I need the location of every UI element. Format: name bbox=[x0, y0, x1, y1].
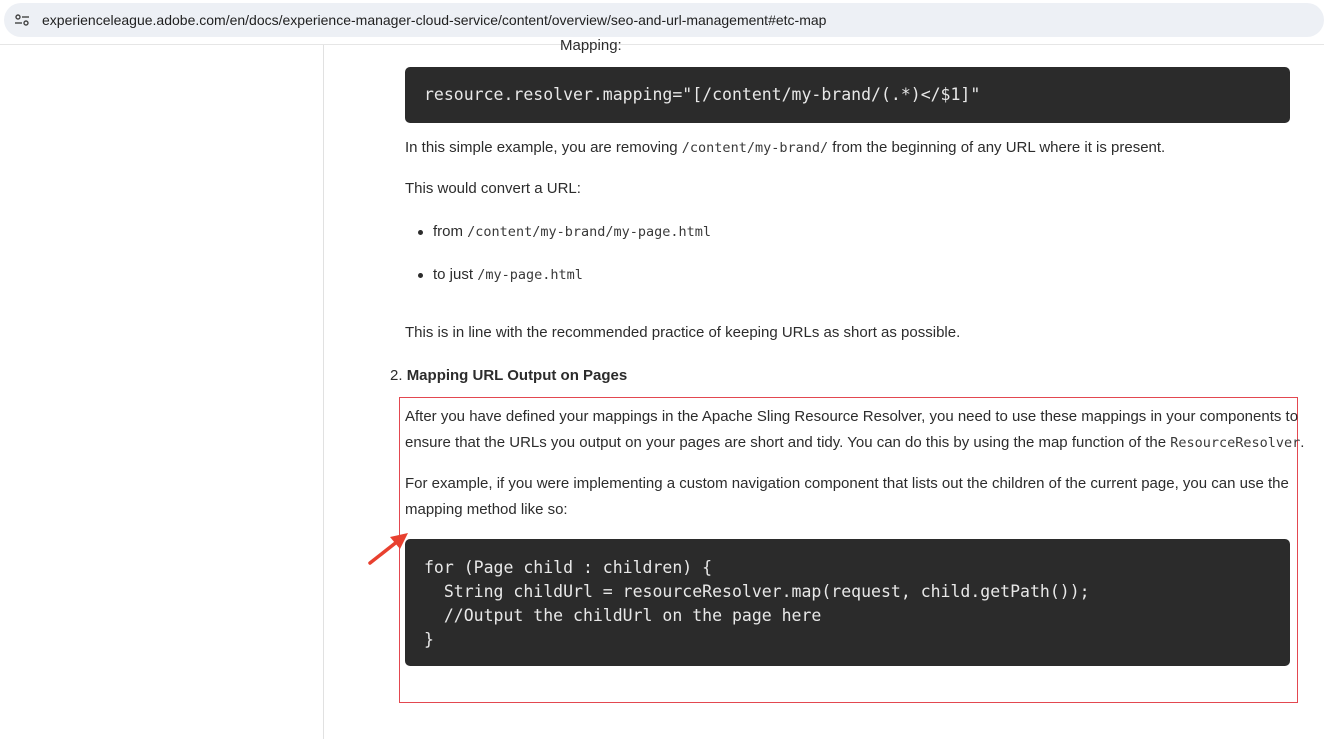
step-2-heading bbox=[390, 363, 627, 389]
site-settings-icon[interactable] bbox=[14, 14, 30, 26]
paragraph-example-after: from the beginning of any URL where it is present. bbox=[828, 139, 1166, 156]
article-content bbox=[0, 37, 1324, 739]
code-block-mapping: resource.resolver.mapping="[/content/my-brand/(.*)</$1]" bbox=[405, 67, 1290, 123]
inline-code-content-path: /content/my-brand/ bbox=[681, 140, 829, 156]
code-block-loop: for (Page child : children) { String childUrl = resourceResolver.map(request, child.getPath()); //Output the childUrl on the page here } bbox=[405, 539, 1290, 666]
paragraph-defined-line-1: After you have defined your mappings in the Apache Sling Resource Resolver, you need to use these mappings in your components to bbox=[405, 408, 1299, 425]
url-text[interactable]: experienceleague.adobe.com/en/docs/experience-manager-cloud-service/content/overview/seo-and-url-management#etc-map bbox=[42, 12, 827, 28]
clipped-heading: Mapping: bbox=[560, 37, 622, 54]
paragraph-example bbox=[405, 135, 1165, 161]
paragraph-inline: This is in line with the recommended practice of keeping URLs as short as possible. bbox=[405, 324, 961, 341]
inline-code-to-url: /my-page.html bbox=[477, 267, 583, 283]
step-title: Mapping URL Output on Pages bbox=[406, 367, 628, 384]
url-field[interactable] bbox=[4, 3, 1324, 37]
list-item-to bbox=[433, 262, 583, 288]
paragraph-defined-end: . bbox=[1300, 434, 1305, 451]
paragraph-forexample-line-1: For example, if you were implementing a custom navigation component that lists out the children of the current page, you can use the bbox=[405, 475, 1289, 492]
paragraph-defined-line-2 bbox=[405, 430, 1304, 456]
list-item-prefix: to just bbox=[433, 266, 478, 283]
annotation-arrow-icon bbox=[364, 527, 412, 569]
list-item-from bbox=[433, 219, 711, 245]
paragraph-defined-text: ensure that the URLs you output on your pages are short and tidy. You can do this by using the map function of the bbox=[405, 434, 1171, 451]
inline-code-from-url: /content/my-brand/my-page.html bbox=[467, 224, 712, 240]
step-number: 2. bbox=[390, 367, 403, 384]
paragraph-convert: This would convert a URL: bbox=[405, 180, 581, 197]
inline-code-resourceresolver: ResourceResolver bbox=[1170, 435, 1301, 451]
paragraph-example-before: In this simple example, you are removing bbox=[405, 139, 682, 156]
bullet-marker bbox=[418, 273, 423, 278]
paragraph-forexample-line-2: mapping method like so: bbox=[405, 501, 568, 518]
bullet-marker bbox=[418, 230, 423, 235]
list-item-prefix: from bbox=[433, 223, 468, 240]
